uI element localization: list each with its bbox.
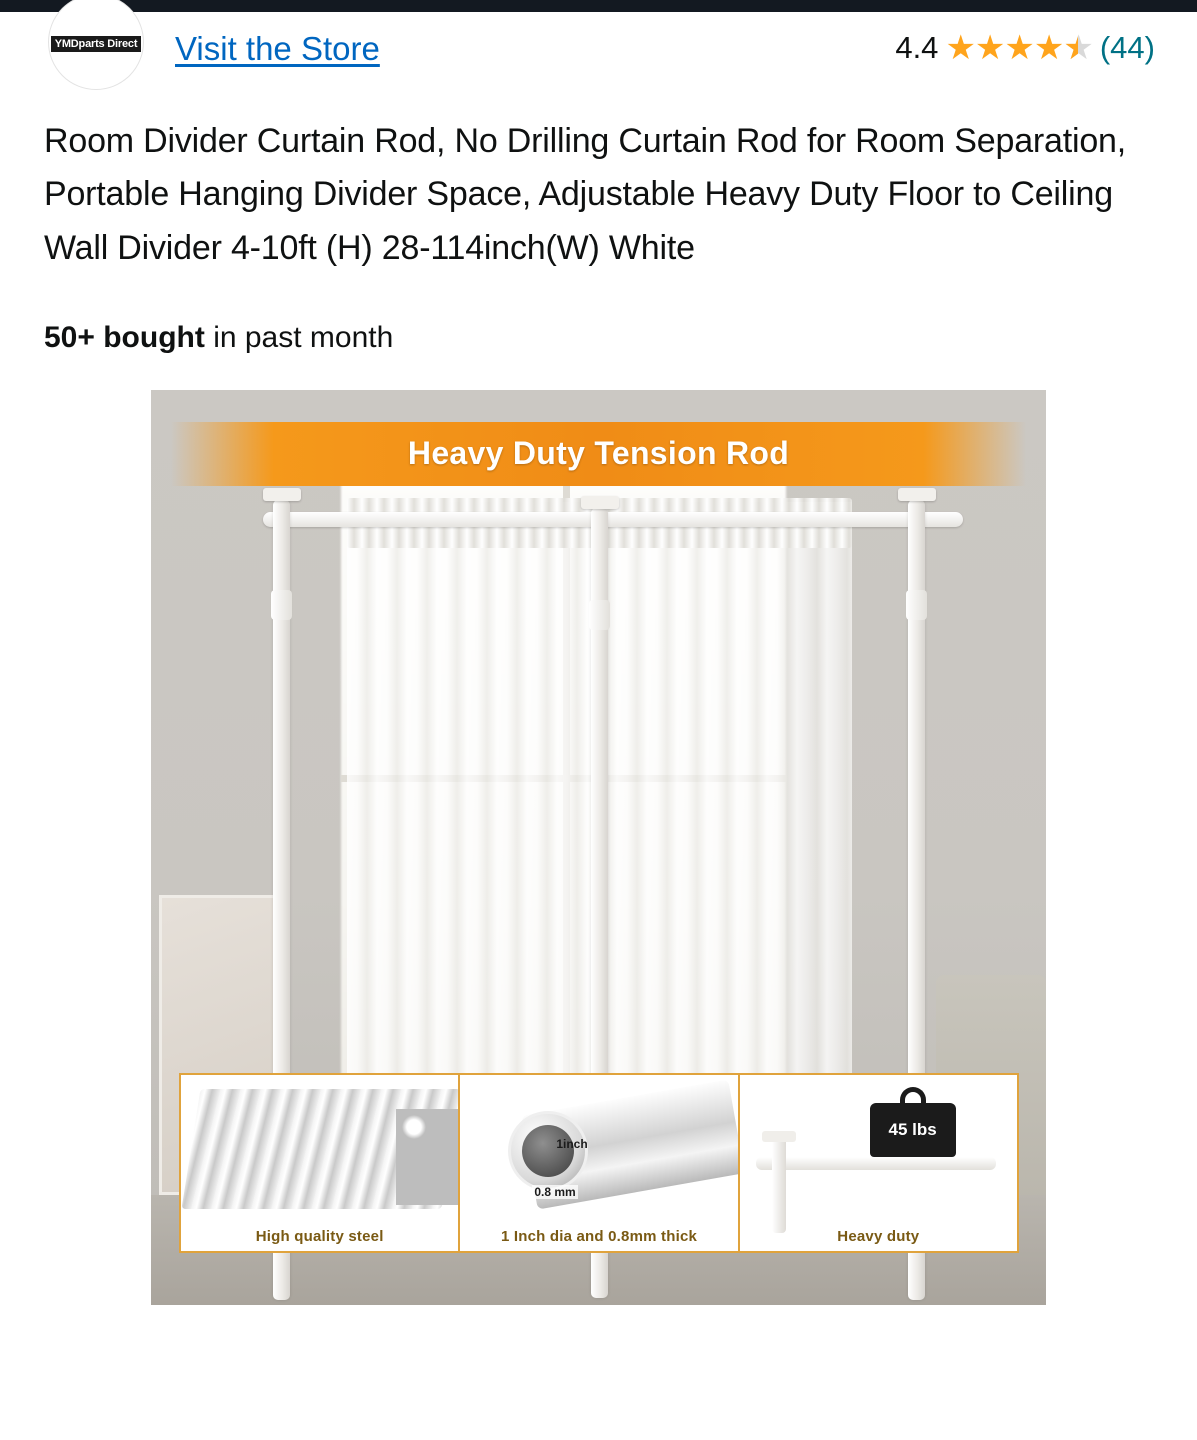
bought-suffix: in past month [213,320,394,354]
feature-heavy-duty [740,1075,1017,1251]
label-diameter: 1inch [556,1136,588,1151]
feature-caption-steel: High quality steel [255,1227,384,1245]
weight-label: 45 lbs [870,1103,956,1157]
pipe-cross-section-illustration [460,1075,737,1251]
rating-count-link[interactable]: (44) [1099,30,1155,65]
star-rating-icon[interactable]: ★ ★ ★ ★ ★ ★ [945,31,1092,65]
rating-block[interactable] [895,30,1155,66]
store-header-row [0,12,1197,86]
rod-joint-middle [589,600,610,630]
bought-count: 50+ bought [44,320,205,354]
label-thickness: 0.8 mm [534,1184,576,1199]
image-banner-text: Heavy Duty Tension Rod [407,435,790,472]
steel-tubes-illustration [181,1075,458,1251]
heavy-duty-illustration [740,1075,1017,1251]
feature-caption-heavy-duty: Heavy duty [837,1227,920,1245]
bought-in-past-month [0,299,1197,355]
status-bar [0,0,1197,12]
rod-joint-left [271,590,292,620]
rating-value: 4.4 [895,30,939,65]
rod-cap-middle [581,496,619,509]
feature-caption-diameter: 1 Inch dia and 0.8mm thick [500,1227,698,1245]
horizontal-rod [263,512,963,527]
product-image[interactable] [151,390,1046,1305]
rod-joint-right [906,590,927,620]
brand-logo[interactable] [48,0,144,90]
rod-cap-right [898,488,936,501]
product-title: Room Divider Curtain Rod, No Drilling Curtain Rod for Room Separation, Portable Hanging Divider Space, Adjustable Heavy Duty Floor to Ceiling Wall Divider 4-10ft (H) 28-114inch(W) White [44,121,1127,268]
rod-cap-left [263,488,301,501]
feature-steel [181,1075,460,1251]
brand-logo-label: YMDparts Direct [51,36,142,52]
visit-store-link[interactable]: Visit the Store [175,30,380,67]
feature-strip [179,1073,1019,1253]
feature-diameter [460,1075,739,1251]
image-banner [171,422,1026,486]
